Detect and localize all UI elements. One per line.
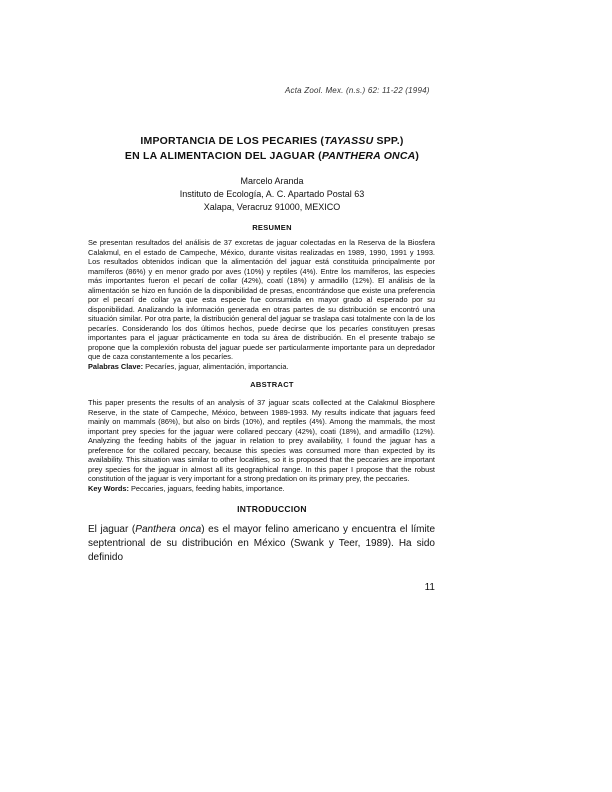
author-address: Xalapa, Veracruz 91000, MEXICO	[203, 202, 341, 212]
body-text: El jaguar (	[88, 524, 136, 535]
title-text: EN LA ALIMENTACION DEL JAGUAR (	[124, 150, 322, 162]
paragraph-line: más importantes fueron el pecarí de collar (42%), coatí (18%) y armadillo (12%). El análisis de la	[88, 276, 435, 285]
paragraph-line: alimentación se hizo en función de la disponibilidad de presas, encontrándose que existe una	[88, 285, 396, 295]
author-affiliation: Instituto de Ecología, A. C. Apartado Postal 63	[179, 189, 365, 199]
paragraph-line: peccaries.	[375, 474, 410, 483]
keywords: Peccaries, jaguars, feeding habits, importance.	[128, 483, 285, 493]
paragraph-line: Los resultados obtenidos indican que la alimentación del jaguar está constituida principalmente por	[88, 257, 435, 266]
body-text: ) es el mayor felino americano y encuentra el límite	[201, 524, 436, 535]
title-species: PANTHERA ONCA	[321, 150, 416, 162]
title-line-2	[60, 149, 484, 164]
paragraph-line: important prey species for the jaguar in almost all its geographical range. In this paper I propose that	[88, 455, 435, 474]
introduccion-heading: INTRODUCCION	[237, 504, 307, 514]
paragraph-line: su disponibilidad. Analizando la información generada en otras partes de su distribución se encontró	[88, 295, 435, 314]
abstract-heading: ABSTRACT	[250, 380, 294, 389]
resumen-heading: RESUMEN	[252, 223, 292, 232]
paragraph-line: the robust constitution of the jaguar is very important for a strong predation on its primary prey, the	[88, 464, 435, 483]
paragraph-line: This paper presents the results of an analysis of 37 jaguar scats collected at the Calakmul Biosphere	[88, 398, 435, 407]
paragraph-line: mamíferos (86%) y en menor grado por aves (10%) y reptiles (4%). Entre los mamíferos, las especies	[88, 266, 435, 276]
paragraph-line: presas importantes para el jaguar prácticamente en toda su área de distribución. En el presente trabajo	[88, 323, 435, 342]
title-line-1	[60, 134, 484, 149]
keywords-line	[88, 484, 435, 494]
paragraph-line: important prey species for the jaguar were collared peccary (42%), coati (18%), and armadillo (12%).	[88, 426, 435, 436]
paragraph-line: una situación similar. Por otra parte, la distribución general del jaguar se traslapa casi totalmente con	[88, 304, 436, 323]
paragraph-line: availability. This situation was similar to other localities, so it is proposed that the peccaries are	[88, 455, 402, 464]
abstract-paragraph	[88, 398, 435, 493]
body-line: septentrional de su distribución en México (Swank y Teer, 1989). Ha sido definido	[88, 538, 435, 563]
keywords-line	[88, 362, 435, 372]
species-name: Panthera onca	[135, 524, 202, 535]
paragraph-line: preferencia por el pecarí de collar ya que esta especie fue consumida en mayor grado al esperado por	[88, 285, 435, 304]
title-genus: TAYASSU	[324, 135, 374, 147]
paragraph-line: la de los pecaríes. Considerando los dos últimos hechos, puede decirse que los pecaríes constituyen	[88, 314, 435, 333]
title-text: )	[415, 150, 420, 162]
paragraph-line: Reserve, in the state of Campeche, México, between 1989-1993. My results indicate that jaguars feed	[88, 407, 435, 417]
keywords-label: Key Words:	[88, 483, 129, 493]
page-content	[60, 134, 484, 594]
paragraph-line: Analyzing the feeding habits of the jaguar in relation to prey availability, I found the jaguar has a	[88, 436, 435, 445]
journal-citation: Acta Zool. Mex. (n.s.) 62: 11-22 (1994)	[285, 86, 430, 95]
paragraph-line: Calakmul, en el estado de Campeche, México, durante visitas realizadas en 1989, 1990, 1991 y 1993.	[88, 247, 435, 257]
author-name: Marcelo Aranda	[240, 176, 304, 186]
resumen-paragraph	[88, 238, 435, 371]
paragraph-line: preference for the collared peccary, because this species was consumed more than expected by its	[88, 445, 435, 455]
paragraph-line: Se presentan resultados del análisis de 37 excretas de jaguar colectadas en la Reserva de la Biosfera	[88, 238, 435, 247]
paragraph-line: se propone que la complexión robusta del jaguar puede ser particularmente importante para un	[88, 333, 435, 352]
title-text: IMPORTANCIA DE LOS PECARIES (	[140, 135, 325, 147]
introduccion-body	[88, 523, 435, 565]
page-number: 11	[424, 582, 435, 593]
keywords: Pecaríes, jaguar, alimentación, importancia.	[143, 361, 289, 371]
paragraph-line: mainly on mammals (86%), but also on birds (10%), and reptiles (4%). Among the mammals, the most	[88, 417, 435, 426]
title-text: SPP.)	[373, 135, 404, 147]
keywords-label: Palabras Clave:	[88, 361, 144, 371]
paragraph-line: depredador que de caza constantemente a los pecaríes.	[88, 342, 435, 361]
